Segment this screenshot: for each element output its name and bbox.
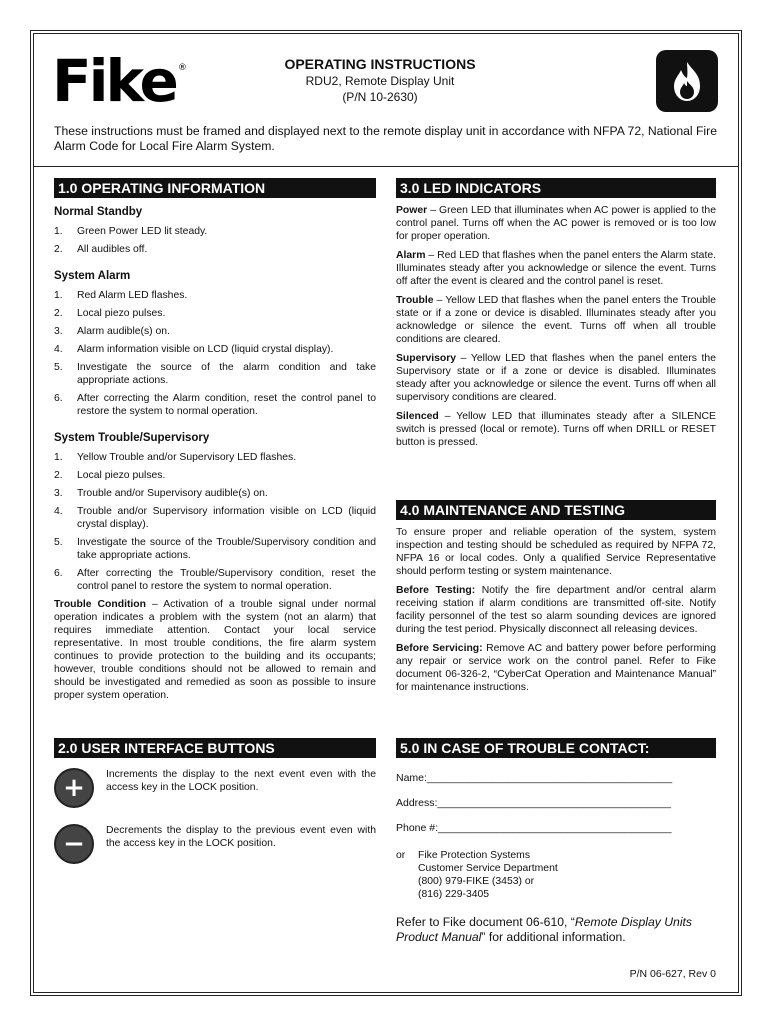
reference-note: Refer to Fike document 06-610, “Remote Display Units Product Manual” for additional information. <box>396 915 693 944</box>
system-alarm-list <box>54 289 376 418</box>
plus-button-description: + Increments the display to the next event even with the access key in the LOCK position. <box>54 768 376 808</box>
subtitle: RDU2, Remote Display Unit <box>305 74 455 88</box>
name-field: Name:__________________________________________ <box>396 772 673 784</box>
list-item: 1. Green Power LED lit steady. <box>54 226 208 237</box>
led-indicators-section <box>396 178 716 455</box>
led-silenced: Silenced – Yellow LED that illuminates steady after a SILENCE switch is pressed (local or remote). Turns off when DRILL or RESET button is pressed. <box>396 411 716 448</box>
list-item: 6. After correcting the Alarm condition, reset the control panel to restore the system to normal operation. <box>54 393 376 417</box>
phone-field: Phone #:________________________________________ <box>396 822 672 834</box>
section-heading: 1.0 OPERATING INFORMATION <box>54 178 376 198</box>
contact-info: or Fike Protection Systems Customer Service Department (800) 979-FIKE (3453) or (816) 229-3405 <box>396 850 558 900</box>
list-item: 2. All audibles off. <box>54 244 148 255</box>
minus-button-description: − Decrements the display to the previous event even with the access key in the LOCK position. <box>54 824 376 864</box>
list-item: 2. Local piezo pulses. <box>54 308 166 319</box>
intro-text: These instructions must be framed and displayed next to the remote display unit in accordance with NFPA 72, National Fire Alarm Code for Local Fire Alarm System. <box>54 124 717 153</box>
section-heading: 2.0 USER INTERFACE BUTTONS <box>54 738 376 758</box>
list-item: 5. Investigate the source of the Trouble/Supervisory condition and take appropriate actions. <box>54 537 376 561</box>
trouble-condition-paragraph: Trouble Condition – Activation of a trouble signal under normal operation indicates a problem with the system (not an alarm) that requires immediate attention. Contact your local service representative. In most trouble conditions, the fire alarm system continues to provide protection to the building and its occupants; however, trouble conditions should not be allowed to remain and should be investigated and remedied as soon as possible to insure proper system operation. <box>54 599 376 701</box>
address-field: Address:________________________________________ <box>396 797 672 809</box>
list-item: 2. Local piezo pulses. <box>54 470 166 481</box>
part-number: (P/N 10-2630) <box>342 90 418 104</box>
list-item: 3. Trouble and/or Supervisory audible(s) on. <box>54 488 268 499</box>
list-item: 4. Trouble and/or Supervisory information visible on LCD (liquid crystal display). <box>54 506 376 530</box>
fire-icon <box>656 50 718 112</box>
document-header <box>240 56 520 104</box>
before-servicing: Before Servicing: Remove AC and battery power before performing any repair or service work on the control panel. Refer to Fike document 06-326-2, “CyberCat Operation and Maintenance Manual” for maintenance instructions. <box>396 643 716 693</box>
minus-button-icon: − <box>54 824 94 864</box>
section-heading: 5.0 IN CASE OF TROUBLE CONTACT: <box>396 738 716 758</box>
led-supervisory: Supervisory – Yellow LED that flashes when the panel enters the Supervisory state or if a zone or device is disabled. Illuminates steady after you acknowledge or silence the event. Turns off when all supervisory conditions are cleared. <box>396 353 716 403</box>
led-alarm: Alarm – Red LED that flashes when the panel enters the Alarm state. Illuminates steady after you acknowledge or silence the event. Turns off after the event is cleared and the control panel is reset. <box>396 250 716 287</box>
contact-section <box>396 738 716 945</box>
fike-logo: Fike ® <box>52 47 187 115</box>
led-trouble: Trouble – Yellow LED that flashes when the panel enters the Trouble state or if a zone or device is disabled. Illuminates steady after you acknowledge or silence the event. Turns off when all trouble conditions are cleared. <box>396 295 716 345</box>
maintenance-intro: To ensure proper and reliable operation of the system, system inspection and testing should be scheduled as required by NFPA 72, NFPA 16 or local codes. Only a qualified Service Representative should perform testing or system maintenance. <box>396 527 716 577</box>
operating-information-section <box>54 178 376 708</box>
list-item: 6. After correcting the Trouble/Supervisory condition, reset the control panel to restore the system to normal operation. <box>54 568 376 592</box>
section-heading: 4.0 MAINTENANCE AND TESTING <box>396 500 716 520</box>
led-power: Power – Green LED that illuminates when AC power is applied to the control panel. Turns off when the AC power is removed or is too low for proper operation. <box>396 205 716 242</box>
list-item: 4. Alarm information visible on LCD (liquid crystal display). <box>54 344 334 355</box>
document-part-number: P/N 06-627, Rev 0 <box>629 968 716 980</box>
list-item: 3. Alarm audible(s) on. <box>54 326 170 337</box>
system-trouble-list <box>54 451 376 593</box>
list-item: 5. Investigate the source of the alarm condition and take appropriate actions. <box>54 362 376 386</box>
plus-button-icon: + <box>54 768 94 808</box>
normal-standby-heading: Normal Standby <box>54 206 143 218</box>
before-testing: Before Testing: Notify the fire department and/or central alarm receiving station if alarm conditions are transmitted off-site. Notify facility personnel of the test so alarm sounding devices are ignored during the test period. Physically disconnect all releasing devices. <box>396 585 716 635</box>
user-interface-buttons-section <box>54 738 376 864</box>
list-item: 1. Yellow Trouble and/or Supervisory LED flashes. <box>54 452 297 463</box>
page-title: OPERATING INSTRUCTIONS <box>284 56 476 72</box>
normal-standby-list <box>54 225 376 256</box>
maintenance-section <box>396 500 716 700</box>
section-heading: 3.0 LED INDICATORS <box>396 178 716 198</box>
system-trouble-heading: System Trouble/Supervisory <box>54 432 210 444</box>
list-item: 1. Red Alarm LED flashes. <box>54 290 188 301</box>
divider <box>33 166 739 167</box>
system-alarm-heading: System Alarm <box>54 270 131 282</box>
